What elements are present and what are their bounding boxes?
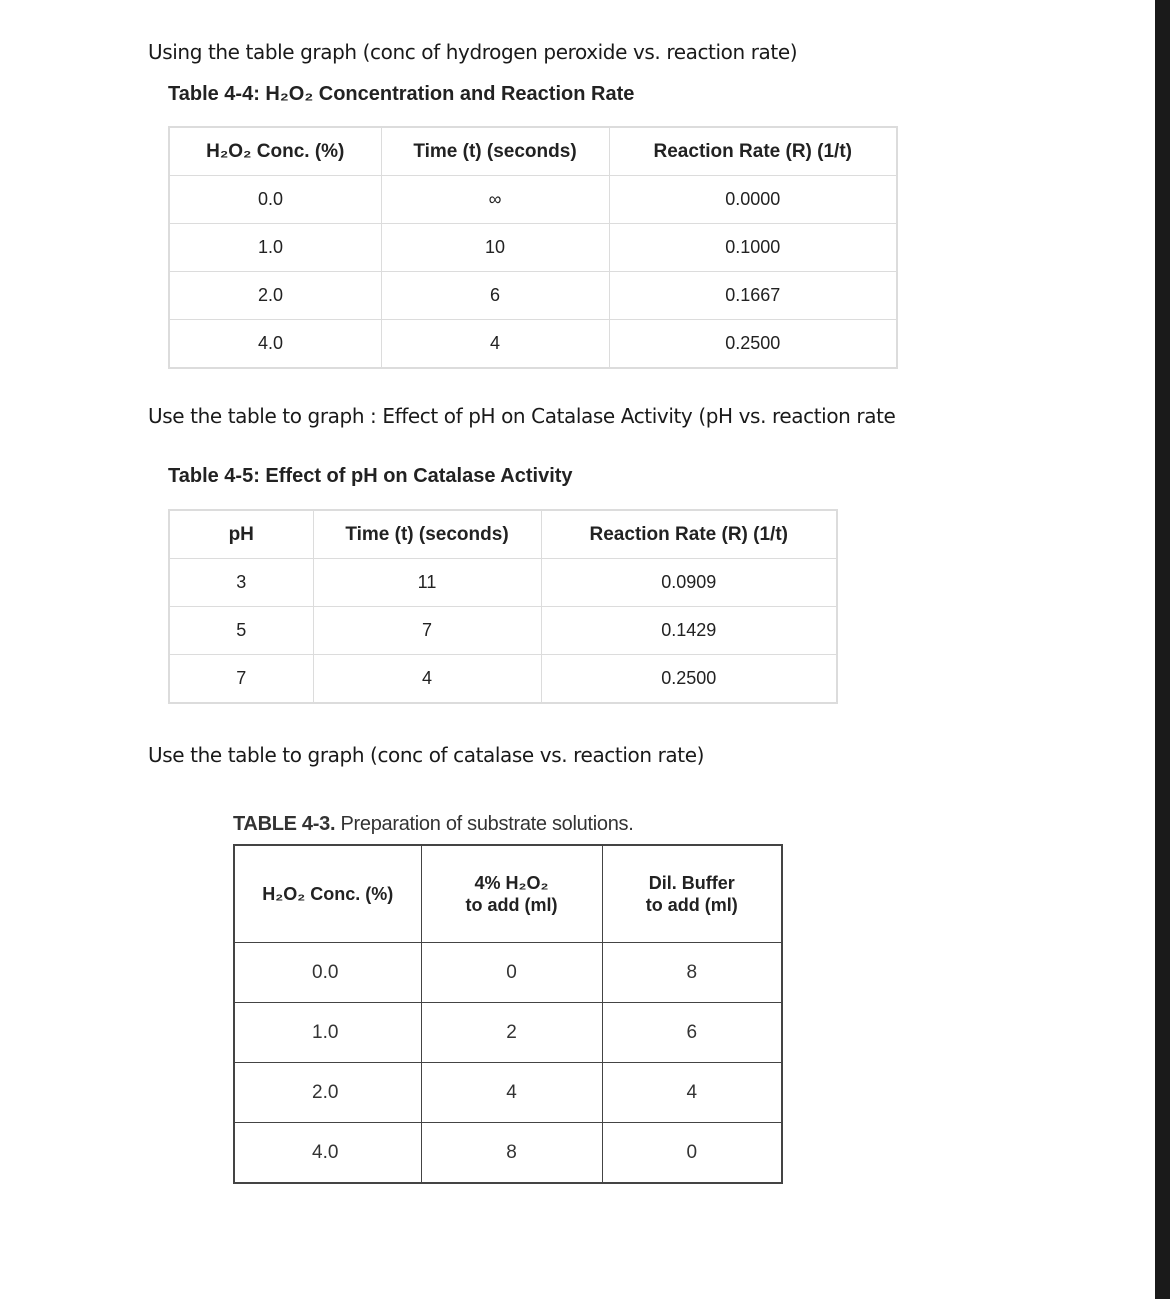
header-cell: Reaction Rate (R) (1/t) [541,510,837,559]
table-cell: 4 [602,1063,782,1123]
header-cell: pH [169,510,313,559]
table-cell: 0 [602,1123,782,1184]
header-cell: Reaction Rate (R) (1/t) [609,127,897,176]
table-cell: 0 [421,943,602,1003]
instruction-catalase-graph: Use the table to graph (conc of catalase vs. reaction rate) [148,743,704,767]
table-cell: 1.0 [234,1003,421,1063]
table-cell: 7 [313,607,541,655]
header-line: 4% H₂O₂ [474,873,549,893]
table-cell: 7 [169,655,313,704]
table-row [234,1063,782,1123]
header-line: Dil. Buffer [648,873,735,893]
table-cell: 2.0 [169,272,381,320]
table-4-3-caption-text: Preparation of substrate solutions. [340,813,634,835]
table-4-5-caption: Table 4-5: Effect of pH on Catalase Activity [168,465,573,487]
header-cell: Time (t) (seconds) [313,510,541,559]
header-cell: Time (t) (seconds) [381,127,609,176]
header-cell: H₂O₂ Conc. (%) [169,127,381,176]
instruction-h2o2-graph: Using the table graph (conc of hydrogen peroxide vs. reaction rate) [148,40,798,64]
table-cell: 8 [602,943,782,1003]
table-cell: 2 [421,1003,602,1063]
table-cell: 0.2500 [541,655,837,704]
table-4-3-caption-label: TABLE 4-3. [233,813,336,835]
table-4-3-caption [233,813,633,836]
table-cell: 0.1000 [609,224,897,272]
table-cell: 8 [421,1123,602,1184]
table-cell: 0.1429 [541,607,837,655]
table-cell: ∞ [381,176,609,224]
instruction-ph-graph: Use the table to graph : Effect of pH on Catalase Activity (pH vs. reaction rate [148,404,896,428]
table-cell: 6 [602,1003,782,1063]
table-cell: 4 [381,320,609,369]
table-row [169,272,897,320]
table-cell: 0.2500 [609,320,897,369]
table-cell: 5 [169,607,313,655]
header-cell [421,845,602,943]
table-cell: 4 [421,1063,602,1123]
table-cell: 1.0 [169,224,381,272]
header-cell: H₂O₂ Conc. (%) [234,845,421,943]
table-header-row [169,510,837,559]
table-row [234,1123,782,1184]
table-cell: 0.0 [234,943,421,1003]
table-row [169,176,897,224]
table-cell: 0.1667 [609,272,897,320]
table-row [169,320,897,369]
table-cell: 2.0 [234,1063,421,1123]
table-cell: 0.0909 [541,559,837,607]
table-header-row [169,127,897,176]
header-line: to add (ml) [465,895,558,915]
table-row [169,559,837,607]
table-cell: 0.0000 [609,176,897,224]
table-row [169,607,837,655]
table-4-4 [168,126,898,369]
table-cell: 3 [169,559,313,607]
table-4-3 [233,844,783,1184]
table-cell: 11 [313,559,541,607]
table-cell: 0.0 [169,176,381,224]
table-row [234,943,782,1003]
header-line: to add (ml) [645,895,738,915]
table-row [169,655,837,704]
table-cell: 4.0 [169,320,381,369]
table-cell: 6 [381,272,609,320]
table-header-row [234,845,782,943]
table-cell: 4.0 [234,1123,421,1184]
table-cell: 10 [381,224,609,272]
header-cell [602,845,782,943]
page-edge [1155,0,1170,1299]
table-cell: 4 [313,655,541,704]
table-4-5 [168,509,838,704]
table-row [234,1003,782,1063]
table-row [169,224,897,272]
table-4-4-caption: Table 4-4: H₂O₂ Concentration and Reaction Rate [168,83,635,105]
